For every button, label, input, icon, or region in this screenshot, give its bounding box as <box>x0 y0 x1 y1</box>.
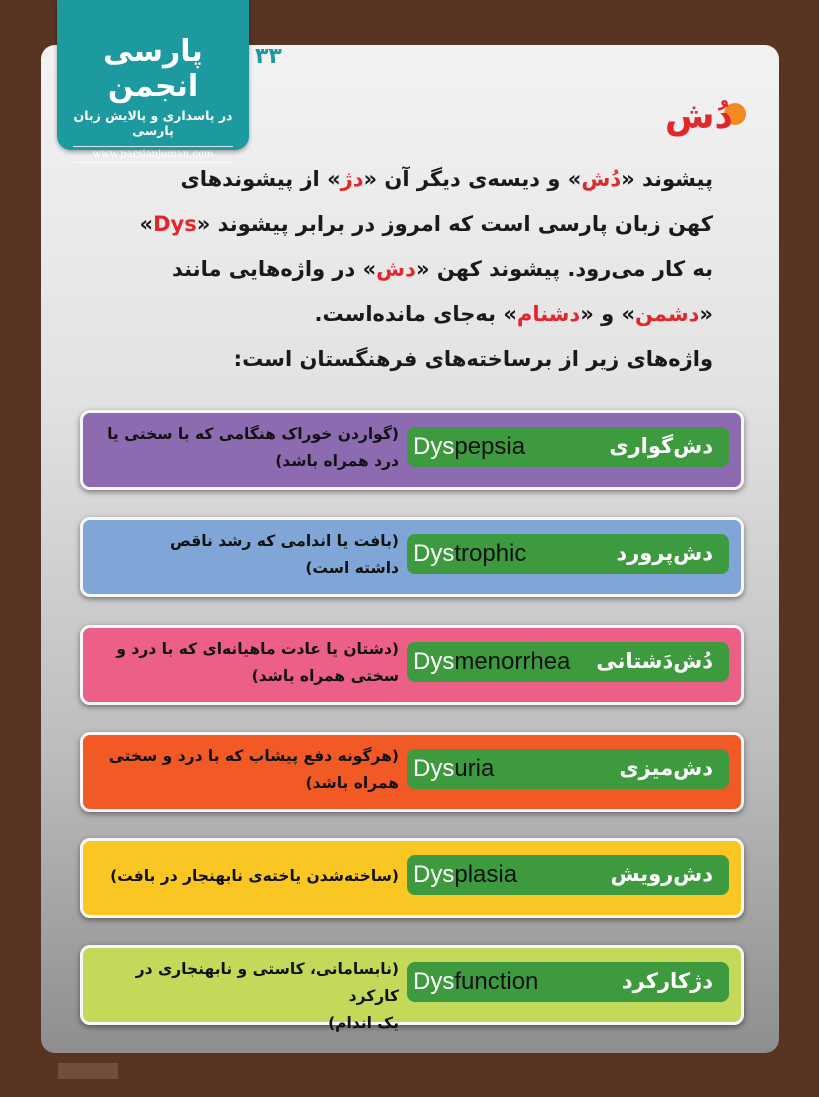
english-term <box>413 648 570 676</box>
definition-line: یک اندام) <box>328 1014 399 1032</box>
term-definition <box>97 421 399 475</box>
highlighted-word: دُش <box>581 167 622 191</box>
term-card <box>80 410 744 490</box>
definition-line: سختی همراه باشد) <box>251 667 399 685</box>
english-term <box>413 755 494 783</box>
definition-line: همراه باشد) <box>305 774 399 792</box>
intro-text: کهن زبان پارسی است که امروز در برابر پیشوند « <box>196 212 713 236</box>
intro-text: به کار می‌رود. پیشوند کهن « <box>415 257 713 281</box>
english-term <box>413 861 517 889</box>
persian-term: دش‌میزی <box>619 756 713 780</box>
english-root: menorrhea <box>454 648 571 675</box>
term-card <box>80 625 744 705</box>
highlighted-word: دشنام <box>516 302 581 326</box>
definition-line: (ساخته‌شدن یاخته‌ی نابهنجار در بافت) <box>110 867 399 885</box>
english-term <box>413 433 525 461</box>
english-root: plasia <box>454 861 518 888</box>
english-root: trophic <box>454 540 527 567</box>
intro-line <box>83 157 713 202</box>
definition-line: داشته است) <box>305 559 399 577</box>
intro-paragraph <box>83 157 713 382</box>
parsianjoman-logo[interactable] <box>57 0 249 160</box>
term-card <box>80 838 744 918</box>
intro-line <box>83 202 713 247</box>
logo-slogan: در پاسداری و پالایش زبان پارسی <box>73 108 233 138</box>
logo-url: www.parsianjoman.com <box>73 146 233 163</box>
intro-text: » <box>139 212 154 236</box>
persian-term: دُش‌دَشتانی <box>596 649 713 673</box>
definition-line: (گواردن خوراک هنگامی که با سختی یا <box>107 425 399 443</box>
english-prefix: Dys <box>413 968 455 995</box>
intro-text: » و دیسه‌ی دیگر آن « <box>363 167 582 191</box>
highlighted-word: دژ <box>340 167 364 191</box>
highlighted-word: دش <box>376 257 416 281</box>
persian-term: دژکارکرد <box>621 969 713 993</box>
publisher-stamp <box>58 1063 118 1079</box>
page-title: دُش <box>664 96 733 137</box>
english-root: function <box>454 968 539 995</box>
highlighted-word: Dys <box>153 212 197 236</box>
english-root: uria <box>454 755 495 782</box>
persian-term: دش‌رویش <box>610 862 713 886</box>
english-root: pepsia <box>454 433 526 460</box>
page-number: ۳۳ <box>255 44 282 69</box>
term-definition <box>97 863 399 890</box>
english-term <box>413 540 526 568</box>
term-definition <box>97 636 399 690</box>
english-prefix: Dys <box>413 433 455 460</box>
intro-text: » از پیشوندهای <box>180 167 341 191</box>
definition-line: (بافت یا اندامی که رشد ناقص <box>169 532 399 550</box>
term-card <box>80 517 744 597</box>
term-definition <box>97 528 399 582</box>
intro-text: » در واژه‌هایی مانند <box>172 257 377 281</box>
intro-line <box>83 292 713 337</box>
intro-line <box>83 337 713 382</box>
english-prefix: Dys <box>413 755 455 782</box>
highlighted-word: دشمن <box>635 302 700 326</box>
definition-line: (دشتان یا عادت ماهیانه‌ای که با درد و <box>116 640 399 658</box>
persian-term: دش‌پرورد <box>616 541 713 565</box>
english-prefix: Dys <box>413 648 455 675</box>
english-prefix: Dys <box>413 540 455 567</box>
term-card <box>80 945 744 1032</box>
term-definition <box>97 956 399 1037</box>
english-term <box>413 968 538 996</box>
logo-name: پارسی انجمن <box>103 34 203 104</box>
intro-text: پیشوند « <box>621 167 713 191</box>
definition-line: درد همراه باشد) <box>275 452 399 470</box>
intro-text: » و « <box>580 302 636 326</box>
intro-text: واژه‌های زیر از برساخته‌های فرهنگستان است: <box>233 347 713 371</box>
term-definition <box>97 743 399 797</box>
intro-text: « <box>699 302 713 326</box>
definition-line: (هرگونه دفع پیشاب که با درد و سختی <box>108 747 399 765</box>
persian-term: دش‌گواری <box>609 434 713 458</box>
english-prefix: Dys <box>413 861 455 888</box>
intro-text: » به‌جای مانده‌است. <box>314 302 517 326</box>
intro-line <box>83 247 713 292</box>
definition-line: (نابسامانی، کاستی و نابهنجاری در کارکرد <box>135 960 399 1005</box>
term-card <box>80 732 744 812</box>
